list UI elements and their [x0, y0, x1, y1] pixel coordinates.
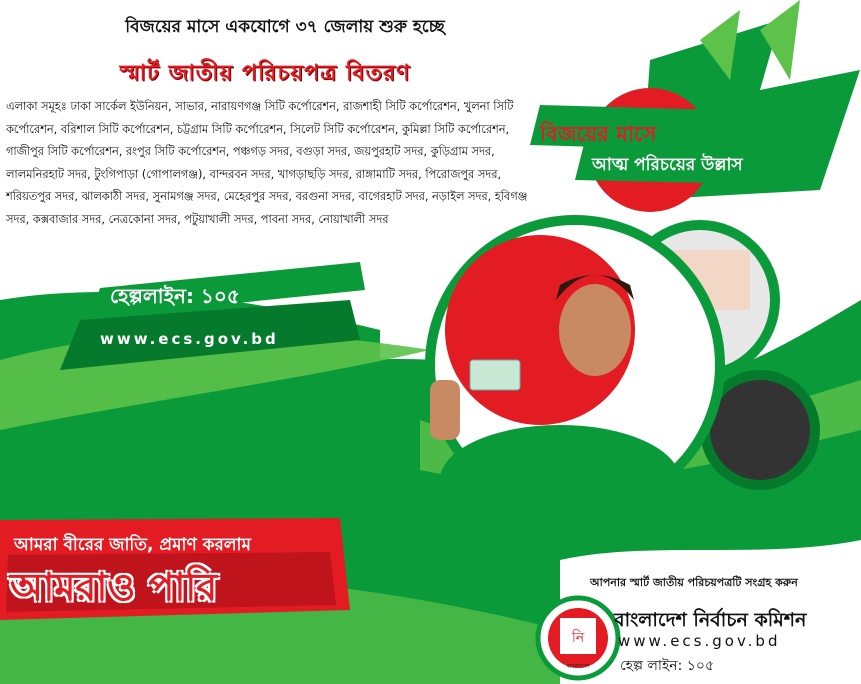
helpline-label: হেল্পলাইন: ১০৫	[110, 284, 240, 308]
utsab-banner-text: আত্ম পরিচয়ের উল্লাস	[592, 155, 743, 175]
slogan-big: আমরাও পারি	[10, 565, 218, 609]
logo-caption: বাংলাদেশ	[566, 663, 590, 670]
logo-mark: নি	[571, 630, 585, 646]
org-website-link[interactable]: www.ecs.gov.bd	[618, 632, 781, 650]
org-helpline: হেল্প লাইন: ১০৫	[620, 658, 715, 674]
slogan-small: আমরা বীরের জাতি, প্রমাণ করলাম	[14, 535, 251, 555]
headline: বিজয়ের মাসে একযোগে ৩৭ জেলায় শুরু হচ্ছে	[125, 17, 445, 37]
collect-instruction: আপনার স্মার্ট জাতীয় পরিচয়পত্রটি সংগ্রহ করুন	[590, 576, 798, 589]
bijoy-banner-text: বিজয়ের মাসে	[540, 122, 657, 146]
org-name: বাংলাদেশ নির্বাচন কমিশন	[614, 609, 807, 631]
main-title: স্মার্ট জাতীয় পরিচয়পত্র বিতরণ	[119, 61, 411, 86]
website-link[interactable]: www.ecs.gov.bd	[100, 330, 279, 348]
fingerprint-photo-circle	[710, 380, 810, 480]
areas-list: এলাকা সমূহঃ ঢাকা সার্কেল ইউনিয়ন, সাভার, নারায়ণগঞ্জ সিটি কর্পোরেশন, রাজশাহী সিটি কর্পোরেশন, খুলনা সিটি কর্পোরেশন, বরিশাল সিটি কর্পোরেশন, চট্টগ্রাম সিটি কর্পোরেশন, সিলেট সিটি কর্পোরেশন, কুমিল্লা সিটি কর্পোরেশন, গাজীপুর সিটি কর্পোরেশন, রংপুর সিটি কর্পোরেশন, পঞ্চগড় সদর, বগুড়া সদর, জয়পুরহাট সদর, কুড়িগ্রাম সদর, লালমনিরহাট সদর, টুংগিপাড়া (গোপালগঞ্জ), বান্দরবন সদর, খাগড়াছড়ি সদর, রাঙ্গামাটি সদর, পিরোজপুর সদর, শরিয়তপুর সদর, ঝালকাঠী সদর, সুনামগঞ্জ সদর, মেহেরপুর সদর, বরগুনা সদর, বাগেরহাট সদর, নড়াইল সদর, হবিগঞ্জ সদর, কক্সবাজার সদর, নেত্রকোনা সদর, পটুয়াখালী সদর, পাবনা সদর, নোয়াখালী সদর	[6, 100, 528, 226]
nid-card	[470, 360, 520, 390]
